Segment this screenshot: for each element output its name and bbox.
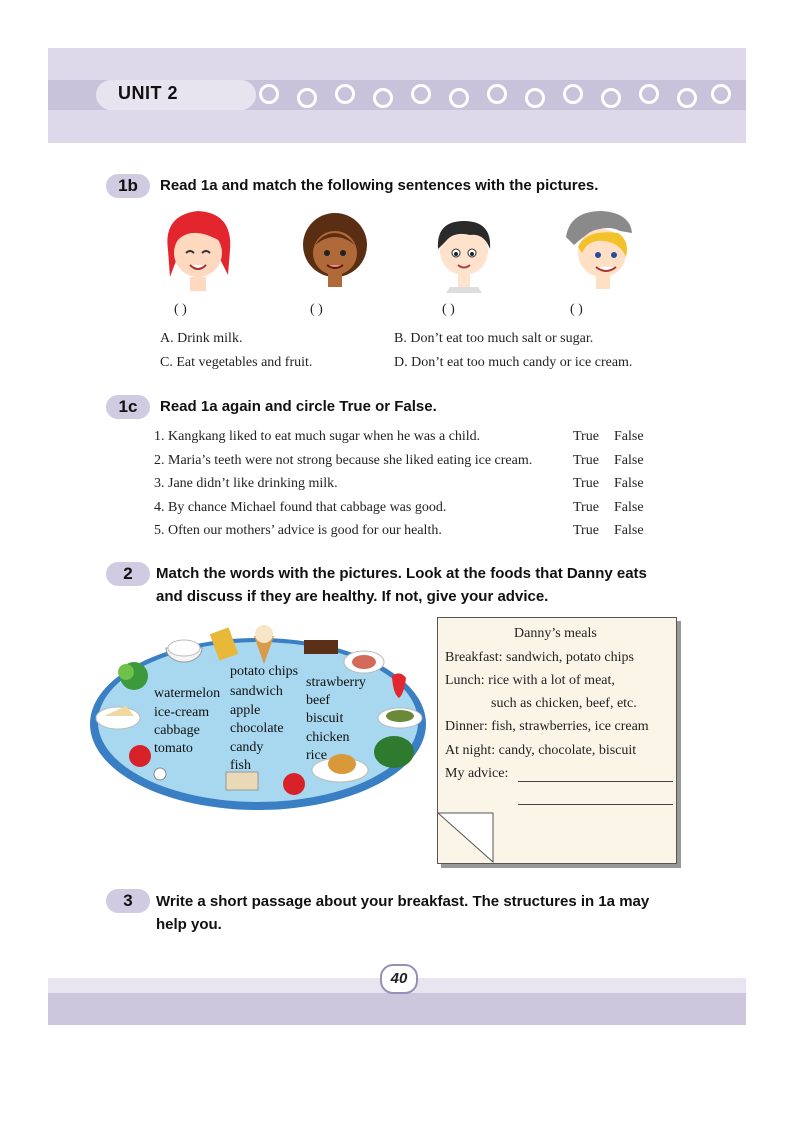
false-option-1[interactable]: False — [614, 429, 644, 444]
false-option-4[interactable]: False — [614, 500, 644, 515]
beef-icon — [344, 651, 384, 673]
instruction-1c: Read 1a again and circle True or False. — [160, 398, 437, 415]
section-marker-2: 2 — [106, 562, 150, 586]
true-option-1[interactable]: True — [573, 429, 599, 444]
page-curl-icon — [437, 812, 497, 864]
true-option-3[interactable]: True — [573, 476, 599, 491]
answer-blank-2[interactable]: ( ) — [310, 302, 323, 317]
chicken-icon — [378, 708, 422, 728]
option-d: D. Don’t eat too much candy or ice cream. — [394, 355, 633, 370]
instruction-3-line1: Write a short passage about your breakfast. The structures in 1a may — [156, 893, 650, 910]
tomato-icon — [129, 745, 151, 767]
advice-label: My advice: — [445, 766, 509, 781]
true-option-5[interactable]: True — [573, 523, 599, 538]
option-b: B. Don’t eat too much salt or sugar. — [394, 331, 594, 346]
statement-1: 1. Kangkang liked to eat much sugar when he was a child. — [154, 429, 481, 444]
footer-band — [48, 993, 746, 1025]
meal-dinner: Dinner: fish, strawberries, ice cream — [445, 719, 649, 734]
food-word-strawberry: strawberry — [306, 675, 366, 690]
advice-line-1[interactable] — [518, 781, 673, 782]
answer-blank-3[interactable]: ( ) — [442, 302, 455, 317]
curly-haired-girl-illustration — [297, 211, 373, 293]
false-option-2[interactable]: False — [614, 453, 644, 468]
food-word-apple: apple — [230, 703, 261, 718]
instruction-1b: Read 1a and match the following sentences with the pictures. — [160, 177, 599, 194]
section-marker-3: 3 — [106, 889, 150, 913]
statement-3: 3. Jane didn’t like drinking milk. — [154, 476, 338, 491]
page-number: 40 — [380, 964, 418, 994]
answer-blank-1[interactable]: ( ) — [174, 302, 187, 317]
instruction-2-line1: Match the words with the pictures. Look at the foods that Danny eats — [156, 565, 647, 582]
instruction-2-line2: and discuss if they are healthy. If not, give your advice. — [156, 588, 549, 605]
false-option-3[interactable]: False — [614, 476, 644, 491]
food-word-chicken: chicken — [306, 730, 350, 745]
food-word-rice: rice — [306, 748, 327, 763]
food-word-beef: beef — [306, 693, 331, 708]
meal-lunch-line1: Lunch: rice with a lot of meat, — [445, 673, 615, 688]
food-word-fish: fish — [230, 758, 251, 773]
blond-boy-with-cap-illustration — [560, 207, 640, 293]
answer-blank-4[interactable]: ( ) — [570, 302, 583, 317]
statement-2: 2. Maria’s teeth were not strong because she liked eating ice cream. — [154, 453, 533, 468]
watermelon-icon — [374, 736, 414, 768]
food-word-tomato: tomato — [154, 741, 193, 756]
food-word-ice-cream: ice-cream — [154, 705, 210, 720]
section-marker-1b: 1b — [106, 174, 150, 198]
meals-title: Danny’s meals — [514, 626, 597, 641]
food-word-cabbage: cabbage — [154, 723, 200, 738]
food-word-biscuit: biscuit — [306, 711, 344, 726]
statement-5: 5. Often our mothers’ advice is good for our health. — [154, 523, 442, 538]
food-word-potato-chips: potato chips — [230, 664, 299, 679]
section-marker-1c: 1c — [106, 395, 150, 419]
chocolate-icon — [304, 640, 338, 654]
statement-4: 4. By chance Michael found that cabbage was good. — [154, 500, 447, 515]
food-word-watermelon: watermelon — [154, 686, 221, 701]
food-word-chocolate: chocolate — [230, 721, 284, 736]
meal-night: At night: candy, chocolate, biscuit — [445, 743, 637, 758]
true-option-4[interactable]: True — [573, 500, 599, 515]
food-word-sandwich: sandwich — [230, 684, 283, 699]
food-plate-illustration — [88, 618, 434, 814]
option-a: A. Drink milk. — [160, 331, 243, 346]
candy-icon — [154, 768, 166, 780]
apple-icon — [283, 773, 305, 795]
meal-lunch-line2: such as chicken, beef, etc. — [491, 696, 637, 711]
food-word-candy: candy — [230, 740, 264, 755]
meal-breakfast: Breakfast: sandwich, potato chips — [445, 650, 634, 665]
false-option-5[interactable]: False — [614, 523, 644, 538]
advice-line-2[interactable] — [518, 804, 673, 805]
instruction-3-line2: help you. — [156, 916, 222, 933]
unit-title: UNIT 2 — [118, 83, 179, 103]
dark-haired-boy-illustration — [430, 213, 498, 293]
biscuit-icon — [226, 772, 258, 790]
true-option-2[interactable]: True — [573, 453, 599, 468]
red-haired-girl-illustration — [158, 205, 240, 293]
option-c: C. Eat vegetables and fruit. — [160, 355, 313, 370]
